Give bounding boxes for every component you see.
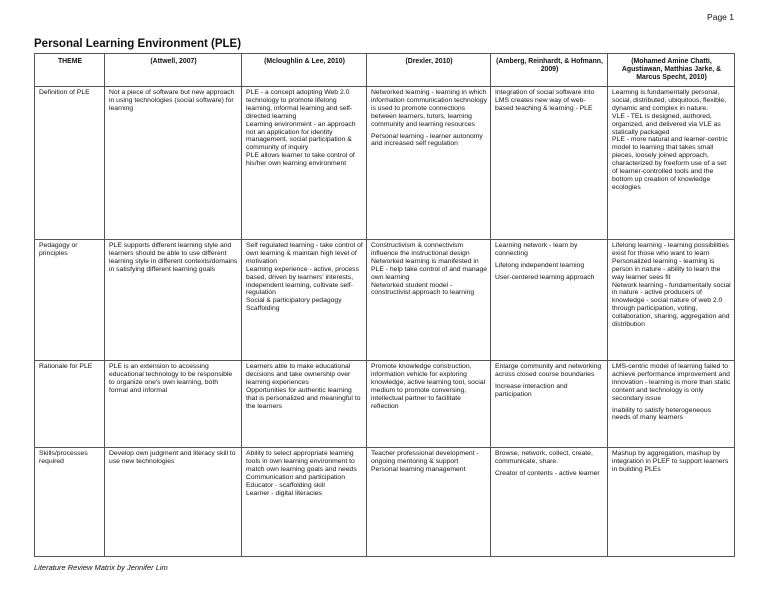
cell-chatti <box>608 87 735 240</box>
cell-paragraph: Opportunities for authentic learning that is personalized and meaningful to the learners <box>246 386 361 410</box>
header-row <box>35 54 735 87</box>
cell-paragraph: Enlarge community and networking across closed course boundaries <box>495 363 602 378</box>
cell-paragraph: Networked learning - learning in which information communication technology is used to promote connections between learners, tutors, learning community and learning resources <box>371 89 487 128</box>
cell-paragraph: Learning is fundamentally personal, social, distributed, ubiquitous, flexible, dynamic and complex in nature. <box>612 89 727 112</box>
table-row <box>35 87 735 240</box>
cell-paragraph: Scaffolding <box>246 305 280 313</box>
cell-paragraph: Creator of contents - active learner <box>495 469 600 477</box>
cell-paragraph: PLE is an extension to accessing educational technology to be responsible to organize one's own learning, both formal and informal <box>109 363 233 394</box>
cell-paragraph: VLE - TEL is designed, authored, organized, and delivered via VLE as statically packaged <box>612 112 721 136</box>
cell-paragraph: Personal learning - learner autonomy and increased self regulation <box>371 132 483 148</box>
column-header-amberg: (Amberg, Reinhardt, & Hofmann, 2009) <box>491 54 608 87</box>
cell-paragraph: Learning environment - an approach not an application for identity management, social participation & community of inquiry <box>246 120 356 152</box>
cell-paragraph: Learners able to make educational decisions and take ownership over learning experiences <box>246 363 351 386</box>
cell-chatti <box>608 240 735 361</box>
theme-cell: Pedagogy or principles <box>35 240 105 361</box>
cell-paragraph: PLE - more natural and learner-centric model to learning that takes small pieces, loosely joined approach, characterized by freeform use of a set of learner-controlled tools and the bottom up creation of knowledge ecologies <box>612 136 728 191</box>
cell-drexler <box>367 240 491 361</box>
cell-paragraph: LMS-centric model of learning failed to achieve performance improvement and innovation - learning is more than static content and technology is only secondary issue <box>612 363 731 402</box>
cell-paragraph: Self regulated learning - take control of own learning & maintain high level of motivation <box>246 242 363 265</box>
table-row <box>35 448 735 557</box>
cell-amberg <box>491 448 608 557</box>
cell-amberg <box>491 361 608 448</box>
cell-paragraph: Browse, network, collect, create, communicate, share. <box>495 450 593 465</box>
literature-review-matrix <box>34 53 735 557</box>
cell-paragraph: Personalized learning - learning is person in nature - ability to learn the way learner sees fit <box>612 257 721 281</box>
column-header-mcloughlin-lee: (Mcloughlin & Lee, 2010) <box>242 54 367 87</box>
column-header-drexler: (Drexler, 2010) <box>367 54 491 87</box>
cell-paragraph: Not a piece of software but new approach in using technologies (social software) for learning <box>109 89 235 112</box>
cell-drexler <box>367 361 491 448</box>
cell-drexler <box>367 448 491 557</box>
cell-paragraph: Develop own judgment and literacy skill to use new technologies <box>109 450 236 465</box>
cell-paragraph: Mashup by aggregation, mashup by integration in PLEF to support learners in building PLEs <box>612 450 729 473</box>
cell-paragraph: Networked student model - constructivist approach to learning <box>371 281 475 297</box>
theme-cell: Definition of PLE <box>35 87 105 240</box>
footer-credit: Literature Review Matrix by Jennifer Lim <box>34 563 168 572</box>
column-header-theme: THEME <box>35 54 105 87</box>
cell-paragraph: Integration of social software into LMS creates new way of web-based teaching & learning - PLE <box>495 89 595 112</box>
cell-attwell <box>105 448 242 557</box>
cell-paragraph: PLE supports different learning style and learners should be able to use different learning style in different contexts/domains in satisfying different learning goals <box>109 242 238 273</box>
page-number: Page 1 <box>707 12 734 22</box>
cell-paragraph: PLE allows learner to take control of his/her own learning environment <box>246 152 355 168</box>
cell-paragraph: Constructivism & connectivism influence the instructional design <box>371 242 470 257</box>
cell-amberg <box>491 240 608 361</box>
cell-paragraph: PLE - a concept adopting Web 2.0 technology to promote lifelong learning, informal learning and self-directed learning <box>246 89 353 120</box>
cell-paragraph: Inability to satisfy heterogeneous needs of many learners <box>612 406 711 422</box>
cell-paragraph: Communication and participation <box>246 473 345 481</box>
table-row <box>35 361 735 448</box>
cell-paragraph: User-centered learning approach <box>495 273 595 281</box>
column-header-attwell: (Attwell, 2007) <box>105 54 242 87</box>
cell-paragraph: Personal learning management <box>371 465 466 473</box>
cell-paragraph: Promote knowledge construction, information vehicle for exploring knowledge, active learning tool, social medium to promote conversing, intellectual partner to facilitate reflection <box>371 363 486 410</box>
cell-mcloughlin-lee <box>242 361 367 448</box>
cell-chatti <box>608 448 735 557</box>
cell-paragraph: Lifelong independent learning <box>495 261 585 269</box>
cell-paragraph: Ability to select appropriate learning tools in own learning environment to match own learning goals and needs <box>246 450 357 473</box>
cell-paragraph: Teacher professional development -ongoing mentoring & support <box>371 450 479 465</box>
cell-amberg <box>491 87 608 240</box>
cell-paragraph: Educator - scaffolding skill <box>246 481 325 489</box>
theme-cell: Skills/processes required <box>35 448 105 557</box>
cell-attwell <box>105 87 242 240</box>
cell-attwell <box>105 361 242 448</box>
table-row <box>35 240 735 361</box>
cell-drexler <box>367 87 491 240</box>
cell-chatti <box>608 361 735 448</box>
cell-paragraph: Learning network - learn by connecting <box>495 242 578 257</box>
cell-paragraph: Learning experience - active, process based, driven by learners' interests, independent learning, cultivate self-regulation <box>246 265 359 297</box>
cell-paragraph: Increase interaction and participation <box>495 382 568 398</box>
theme-cell: Rationale for PLE <box>35 361 105 448</box>
cell-mcloughlin-lee <box>242 87 367 240</box>
cell-paragraph: Networked learning is manifested in PLE - help take control of and manage own learning <box>371 257 487 281</box>
column-header-chatti: (Mohamed Amine Chatti, Agustiawan, Matthias Jarke, & Marcus Specht, 2010) <box>608 54 735 87</box>
document-title: Personal Learning Environment (PLE) <box>34 38 242 50</box>
cell-mcloughlin-lee <box>242 240 367 361</box>
cell-attwell <box>105 240 242 361</box>
cell-paragraph: Learner - digital literacies <box>246 489 322 497</box>
cell-paragraph: Network learning - fundamentally social in nature - active producers of knowledge - social nature of web 2.0 through participation, voting, collaboration, sharing, aggregation and distribution <box>612 281 731 329</box>
cell-paragraph: Social & participatory pedagogy <box>246 297 342 305</box>
cell-mcloughlin-lee <box>242 448 367 557</box>
cell-paragraph: Lifelong learning - learning possibilities exist for those who want to learn <box>612 242 729 257</box>
